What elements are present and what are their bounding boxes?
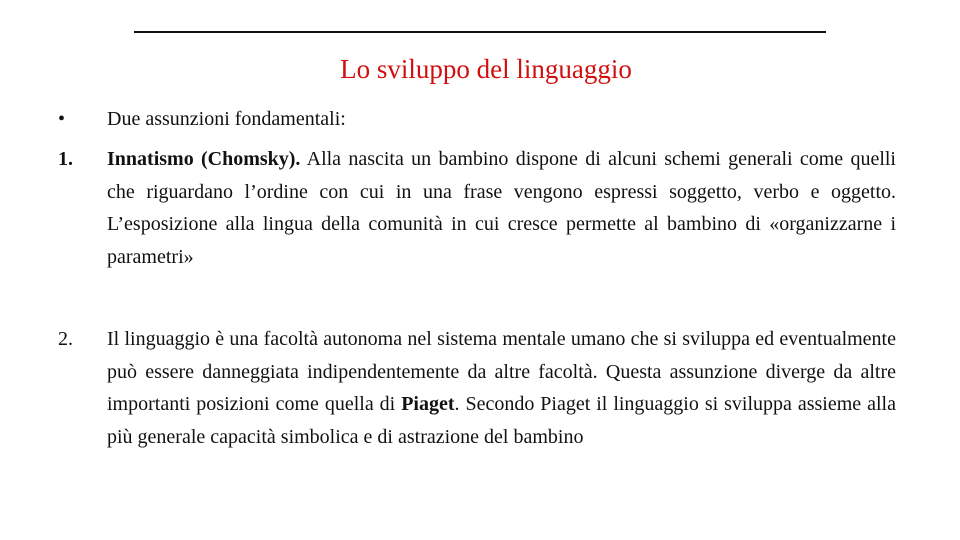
bold-lead: Innatismo (Chomsky).: [107, 148, 301, 170]
list-item-text: [107, 143, 896, 273]
bullet-marker: •: [58, 108, 66, 130]
number-marker: 2.: [58, 328, 73, 350]
list-item-body: . Secondo Piaget il linguaggio si sviluppa assieme alla più generale capacità simbolica e di astrazione del bambino: [107, 393, 896, 448]
list-item-body: Il linguaggio è una facoltà autonoma nel sistema mentale umano che si sviluppa ed eventualmente può essere danneggiata indipendentemente da altre facoltà. Questa assunzione diverge da altre importanti posizioni come quella di: [107, 328, 896, 415]
top-rule: [134, 31, 826, 33]
slide-title: Lo sviluppo del linguaggio: [340, 54, 632, 84]
bold-name: Piaget: [401, 393, 455, 415]
list-item-text: [107, 323, 896, 453]
list-item-text: Due assunzioni fondamentali:: [107, 108, 346, 130]
number-marker: 1.: [58, 148, 73, 170]
list-item-body: Alla nascita un bambino dispone di alcuni schemi generali come quelli che riguardano l’ordine con cui in una frase vengono espressi soggetto, verbo e oggetto. L’esposizione alla lingua della comunità in cui cresce permette al bambino di «organizzarne i parametri»: [107, 148, 896, 268]
